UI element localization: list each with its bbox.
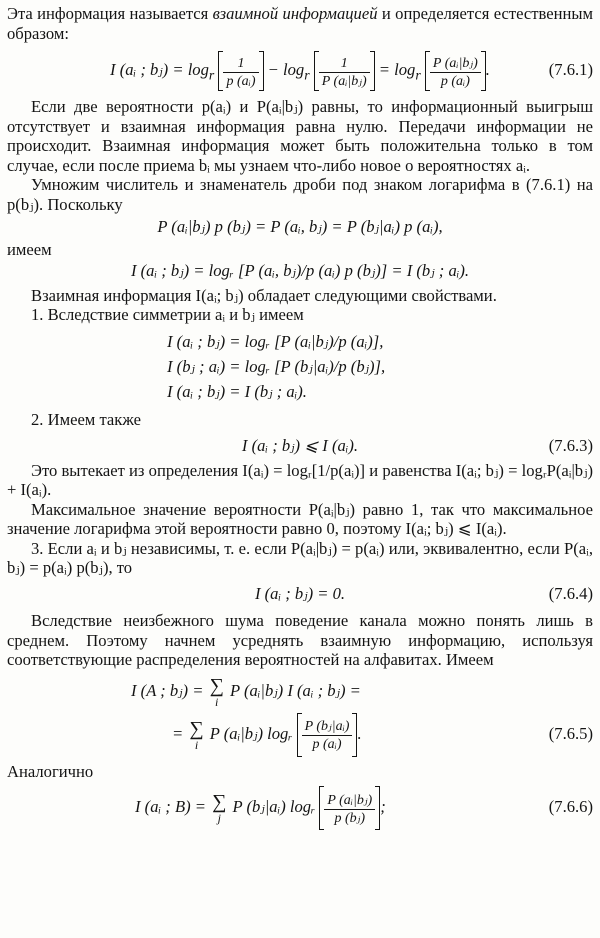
bracket bbox=[319, 786, 380, 830]
paragraph-6: Вследствие неизбежного шума поведение канала можно понять лишь в среднем. Поэтому начнем усреднять взаимную информацию, используя соответствующие распределения вероятностей на алфавитах. Имеем bbox=[7, 611, 593, 669]
word-similarly: Аналогично bbox=[7, 761, 94, 781]
eq-tail: . bbox=[357, 723, 362, 743]
equation-number: (7.6.1) bbox=[548, 60, 593, 79]
fraction-numerator: 1 bbox=[319, 55, 370, 73]
paragraph-1: Если две вероятности p(aᵢ) и P(aᵢ|bⱼ) равны, то информационный выигрыш отсутствует и взаимная информация равна нулю. Передачи информации не происходит. Взаимная информация может быть положительна только в том случае, если после приема bᵢ мы узнаем что-либо новое о вероятностях aᵢ. bbox=[7, 97, 593, 175]
eq-mid: P (aᵢ|bⱼ) logᵣ bbox=[209, 723, 293, 743]
fraction-denominator: p (bⱼ) bbox=[334, 810, 366, 826]
fraction bbox=[324, 792, 375, 827]
eq-tail: . bbox=[485, 60, 490, 79]
fraction bbox=[302, 718, 353, 753]
equation-7-6-5-line-1 bbox=[7, 674, 593, 708]
word-have: имеем bbox=[7, 239, 52, 259]
intro-text: Эта информация называется bbox=[7, 4, 213, 23]
eq-minus: − log bbox=[263, 60, 305, 79]
log-base: r bbox=[415, 67, 421, 83]
property-2: 2. Имеем также bbox=[31, 409, 141, 429]
fraction-2 bbox=[319, 55, 370, 90]
fraction-numerator: P (aᵢ|bⱼ) bbox=[430, 55, 481, 73]
intro-text-end: и определяется естественным образом: bbox=[7, 4, 594, 43]
fraction-3 bbox=[430, 55, 481, 90]
sum-symbol: ∑ j bbox=[212, 791, 227, 826]
equation-7-6-3 bbox=[7, 436, 593, 456]
term-mutual-information: взаимной информацией bbox=[212, 4, 378, 23]
bracket-1 bbox=[218, 51, 263, 91]
equation-number: (7.6.3) bbox=[548, 436, 593, 455]
paragraph-5: Максимальное значение вероятности P(aᵢ|bⱼ) равно 1, так что максимальное значение логарифма этой вероятности равно 0, поэтому I(aᵢ; bⱼ) ⩽ I(aᵢ). bbox=[7, 499, 593, 538]
bracket bbox=[297, 713, 358, 757]
fraction-denominator: p (aᵢ) bbox=[440, 73, 470, 89]
paragraph-2: Умножим числитель и знаменатель дроби под знаком логарифма в (7.6.1) на p(bⱼ). Поскольку bbox=[7, 175, 593, 214]
sum-symbol: ∑ i bbox=[189, 717, 204, 752]
property-1-equations bbox=[7, 329, 593, 404]
property-1: 1. Вследствие симметрии aᵢ и bⱼ имеем bbox=[31, 305, 304, 324]
eq-tail: ; bbox=[380, 797, 386, 816]
eq-text: I (aᵢ ; bⱼ) = 0. bbox=[254, 583, 346, 603]
sum-symbol: ∑ i bbox=[209, 674, 224, 709]
log-base: r bbox=[208, 67, 215, 83]
paragraph-3: Взаимная информация I(aᵢ; bⱼ) обладает следующими свойствами. bbox=[31, 285, 497, 305]
eq-lhs: I (A ; bⱼ) = bbox=[131, 680, 204, 700]
eq-lhs: I (aᵢ ; bⱼ) = log bbox=[110, 60, 209, 79]
equation-line: I (bⱼ ; aᵢ) = logᵣ [P (bⱼ|aᵢ)/p (bⱼ)], bbox=[167, 356, 386, 376]
eq-text: I (aᵢ ; bⱼ) ⩽ I (aᵢ). bbox=[241, 436, 359, 455]
fraction-denominator: p (aᵢ) bbox=[226, 73, 256, 89]
equation-line: I (aᵢ ; bⱼ) = logᵣ [P (aᵢ|bⱼ)/p (aᵢ)], bbox=[167, 331, 384, 351]
equation-symmetry: I (aᵢ ; bⱼ) = logᵣ [P (aᵢ, bⱼ)/p (aᵢ) p (bⱼ)] = I (bⱼ ; aᵢ). bbox=[130, 261, 470, 280]
fraction-numerator: 1 bbox=[223, 55, 258, 73]
equation-7-6-6 bbox=[7, 785, 593, 829]
fraction-denominator: P (aᵢ|bⱼ) bbox=[321, 73, 367, 89]
bracket-3 bbox=[425, 51, 486, 91]
equation-line: I (aᵢ ; bⱼ) = I (bⱼ ; aᵢ). bbox=[167, 381, 307, 401]
sum-index: i bbox=[215, 694, 219, 709]
eq-lhs: I (aᵢ ; B) = bbox=[135, 797, 206, 816]
fraction-1 bbox=[223, 55, 258, 90]
log-base: r bbox=[304, 67, 310, 83]
equation-7-6-5-line-2 bbox=[7, 712, 593, 756]
equation-number: (7.6.6) bbox=[548, 797, 593, 816]
sum-index: j bbox=[217, 811, 221, 826]
sum-index: i bbox=[194, 737, 199, 752]
fraction-denominator: p (aᵢ) bbox=[312, 737, 342, 753]
equation-7-6-1 bbox=[7, 50, 593, 90]
equation-number: (7.6.4) bbox=[548, 583, 593, 603]
eq-rhs: P (aᵢ|bⱼ) I (aᵢ ; bⱼ) = bbox=[230, 680, 361, 700]
property-3: 3. Если aᵢ и bⱼ независимы, т. е. если P(aᵢ|bⱼ) = p(aᵢ) или, эквивалентно, если P(aᵢ, bⱼ) = p(aᵢ) p(bⱼ), то bbox=[7, 538, 593, 577]
paragraph-4: Это вытекает из определения I(aᵢ) = logᵣ[1/p(aᵢ)] и равенства I(aᵢ; bⱼ) = logᵣP(aᵢ|bⱼ) + I(aᵢ). bbox=[7, 460, 593, 499]
equation-7-6-4 bbox=[7, 584, 593, 604]
intro-paragraph bbox=[7, 4, 593, 43]
bracket-2 bbox=[314, 51, 375, 91]
equation-number: (7.6.5) bbox=[548, 723, 593, 743]
fraction-numerator: P (aᵢ|bⱼ) bbox=[324, 792, 375, 810]
eq-equals: = bbox=[172, 723, 184, 743]
equation-product: P (aᵢ|bⱼ) p (bⱼ) = P (aᵢ, bⱼ) = P (bⱼ|aᵢ) p (aᵢ), bbox=[157, 217, 443, 236]
eq-equals: = log bbox=[374, 60, 416, 79]
fraction-numerator: P (bⱼ|aᵢ) bbox=[302, 718, 353, 736]
eq-mid: P (bⱼ|aᵢ) logᵣ bbox=[232, 797, 316, 816]
